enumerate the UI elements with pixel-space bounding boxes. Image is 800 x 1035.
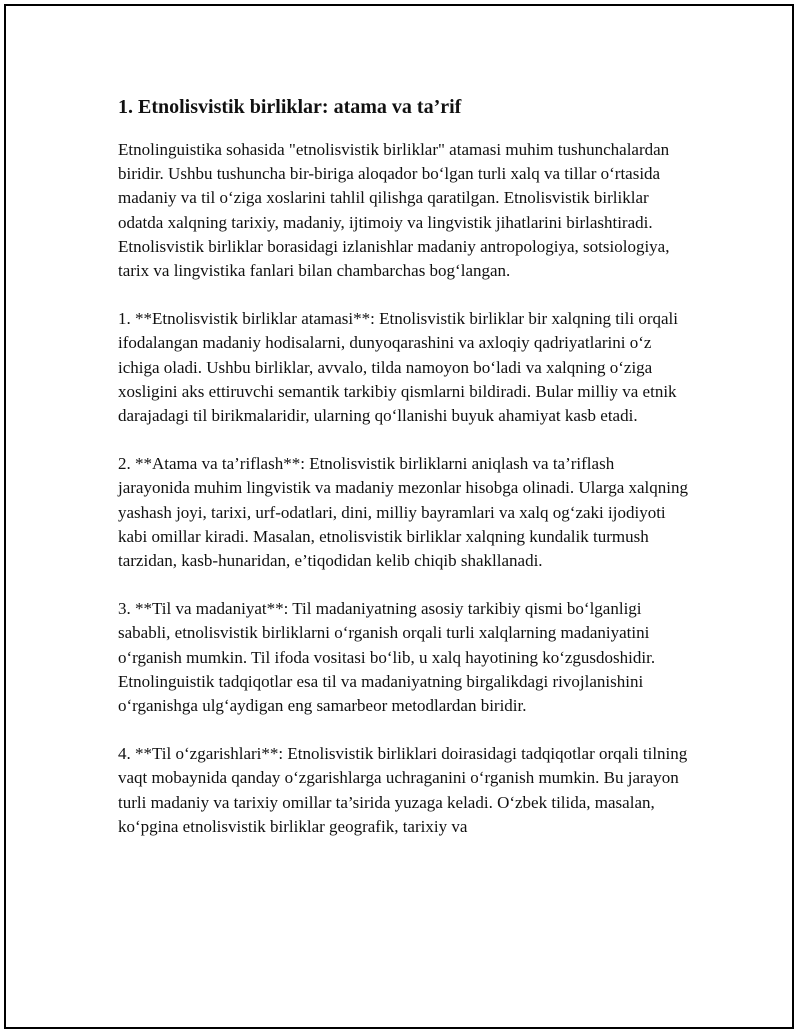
- paragraph-1-atamasi: 1. **Etnolisvistik birliklar atamasi**: Etnolisvistik birliklar bir xalqning tili orqali ifodalangan madaniy hodisalarni, dunyoqarashini va axloqiy qadriyatlarini o‘z ichiga oladi. Ushbu birliklar, avvalo, tilda namoyon bo‘ladi va xalqning o‘ziga xosligini aks ettiruvchi semantik tarkibiy qismlarni bildiradi. Bular milliy va etnik darajadagi til birikmalaridir, ularning qo‘llanishi buyuk ahamiyat kasb etadi.: [118, 309, 678, 426]
- paragraph-3-til-va-madaniyat: 3. **Til va madaniyat**: Til madaniyatning asosiy tarkibiy qismi bo‘lganligi sababli, etnolisvistik birliklarni o‘rganish orqali turli xalqlarning madaniyatini o‘rganish mumkin. Til ifoda vositasi bo‘lib, u xalq hayotining ko‘zgusdoshidir. Etnolinguistik tadqiqotlar esa til va madaniyatning birgalikdagi rivojlanishini o‘rganishga ulg‘aydigan eng samarbeor metodlardan biridir.: [118, 599, 656, 716]
- paragraph-4-til-ozgarishlari: 4. **Til o‘zgarishlari**: Etnolisvistik birliklari doirasidagi tadqiqotlar orqali tilning vaqt mobaynida qanday o‘zgarishlarga uchraganini o‘rganish mumkin. Bu jarayon turli madaniy va tarixiy omillar ta’sirida yuzaga keladi. O‘zbek tilida, masalan, ko‘pgina etnolisvistik birliklar geografik, tarixiy va: [118, 744, 688, 836]
- intro-paragraph: Etnolinguistika sohasida "etnolisvistik birliklar" atamasi muhim tushunchalardan biridir. Ushbu tushuncha bir-biriga aloqador bo‘lgan turli xalq va tillar o‘rtasida madaniy va til o‘ziga xoslarini tahlil qilishga qaratilgan. Etnolisvistik birliklar odatda xalqning tarixiy, madaniy, ijtimoiy va lingvistik jihatlarini birlashtiradi. Etnolisvistik birliklar borasidagi izlanishlar madaniy antropologiya, sotsiologiya, tarix va lingvistika fanlari bilan chambarchas bog‘langan.: [118, 140, 670, 281]
- paragraph-2-tarif: 2. **Atama va ta’riflash**: Etnolisvistik birliklarni aniqlash va ta’riflash jarayonida muhim lingvistik va madaniy mezonlar hisobga olinadi. Ularga xalqning yashash joyi, tarixi, urf-odatlari, dini, milliy bayramlari va xalq og‘zaki ijodiyoti kabi omillar kiradi. Masalan, etnolisvistik birliklar xalqning kundalik turmush tarzidan, kasb-hunaridan, e’tiqodidan kelib chiqib shakllanadi.: [118, 454, 689, 571]
- section-heading: 1. Etnolisvistik birliklar: atama va ta’rif: [118, 96, 462, 118]
- document-body: [118, 94, 690, 863]
